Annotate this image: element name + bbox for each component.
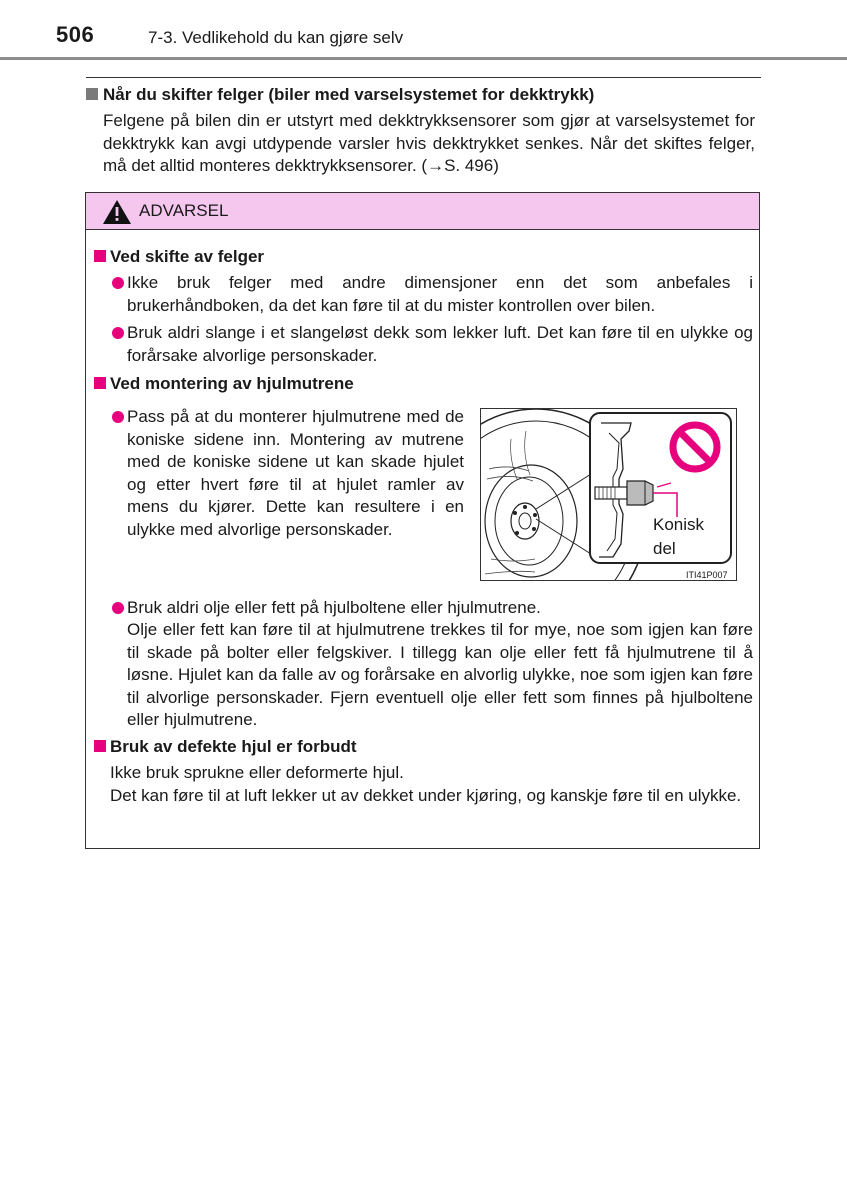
figure-code: ITI41P007 [686, 570, 728, 580]
label-line: del [653, 539, 676, 558]
intro-paragraph: Felgene på bilen din er utstyrt med dekktrykksensorer som gjør at varselsystemet for dekktrykk kan avgi utdypende varsler hvis dekktrykket senkes. Når det skiftes felger, må det alltid monteres dekktrykksensorer. (→S. 496) [103, 111, 755, 175]
bullet-dot-icon [112, 602, 124, 614]
bullet-text: Ikke bruk felger med andre dimensjoner enn det som anbefales i brukerhåndboken, da det kan føre til at du mister kontrollen over bilen. [127, 273, 753, 315]
bullet-dot-icon [112, 411, 124, 423]
section-heading [94, 374, 354, 394]
bullet-text: Olje eller fett kan føre til at hjulmutrene trekkes til for mye, noe som igjen kan føre til skade på bolter eller felgskiver. I tillegg kan olje eller fett få hjulmutrene til å løsne. Hjulet kan da falle av og forårsake en alvorlig ulykke, noe som igjen kan føre til alvorlige personskader. Fjern eventuell olje eller fett som finnes på hjulboltene eller hjulmutrene. [127, 620, 753, 729]
page-number: 506 [56, 22, 95, 47]
intro-heading-text: Når du skifter felger (biler med varselsystemet for dekktrykk) [103, 85, 595, 104]
bullet-dot-icon [112, 277, 124, 289]
bullet-continuation [127, 619, 753, 732]
gray-square-icon [86, 88, 98, 100]
bullet-item [127, 272, 753, 317]
header-rule [0, 57, 847, 60]
label-line: Konisk [653, 515, 705, 534]
bullet-item [127, 406, 464, 541]
section-heading [94, 247, 264, 267]
bullet-item [127, 322, 753, 367]
bullet-item [127, 597, 753, 620]
section-divider [86, 77, 761, 78]
chapter-title: 7-3. Vedlikehold du kan gjøre selv [148, 28, 404, 47]
section-heading-text: Ved montering av hjulmutrene [110, 374, 354, 393]
warning-triangle-icon [102, 199, 132, 225]
bullet-text: Pass på at du monterer hjulmutrene med de koniske sidene inn. Montering av mutrene med de koniske sidene ut kan skade hjulet og etter hvert føre til at hjulet ramler av mens du kjører. Dette kan resultere i en ulykke med alvorlige personskader. [127, 407, 464, 539]
paragraph-line: Det kan føre til at luft lekker ut av dekket under kjøring, og kanskje føre til en ulykke. [110, 786, 742, 805]
magenta-square-icon [94, 740, 106, 752]
bullet-text: Bruk aldri slange i et slangeløst dekk som lekker luft. Det kan føre til en ulykke og forårsake alvorlige personskader. [127, 323, 753, 365]
intro-heading [86, 85, 594, 105]
warning-header [86, 193, 759, 230]
section-heading [94, 737, 357, 757]
conical-part-label [653, 513, 704, 561]
magenta-square-icon [94, 250, 106, 262]
page-header [0, 0, 847, 60]
bullet-text: Bruk aldri olje eller fett på hjulboltene eller hjulmutrene. [127, 598, 541, 617]
lug-nut-illustration [480, 408, 737, 581]
warning-title: ADVARSEL [139, 201, 229, 220]
paragraph-line: Ikke bruk sprukne eller deformerte hjul. [110, 763, 404, 782]
magenta-square-icon [94, 377, 106, 389]
section-heading-text: Bruk av defekte hjul er forbudt [110, 737, 357, 756]
bullet-dot-icon [112, 327, 124, 339]
section-heading-text: Ved skifte av felger [110, 247, 265, 266]
